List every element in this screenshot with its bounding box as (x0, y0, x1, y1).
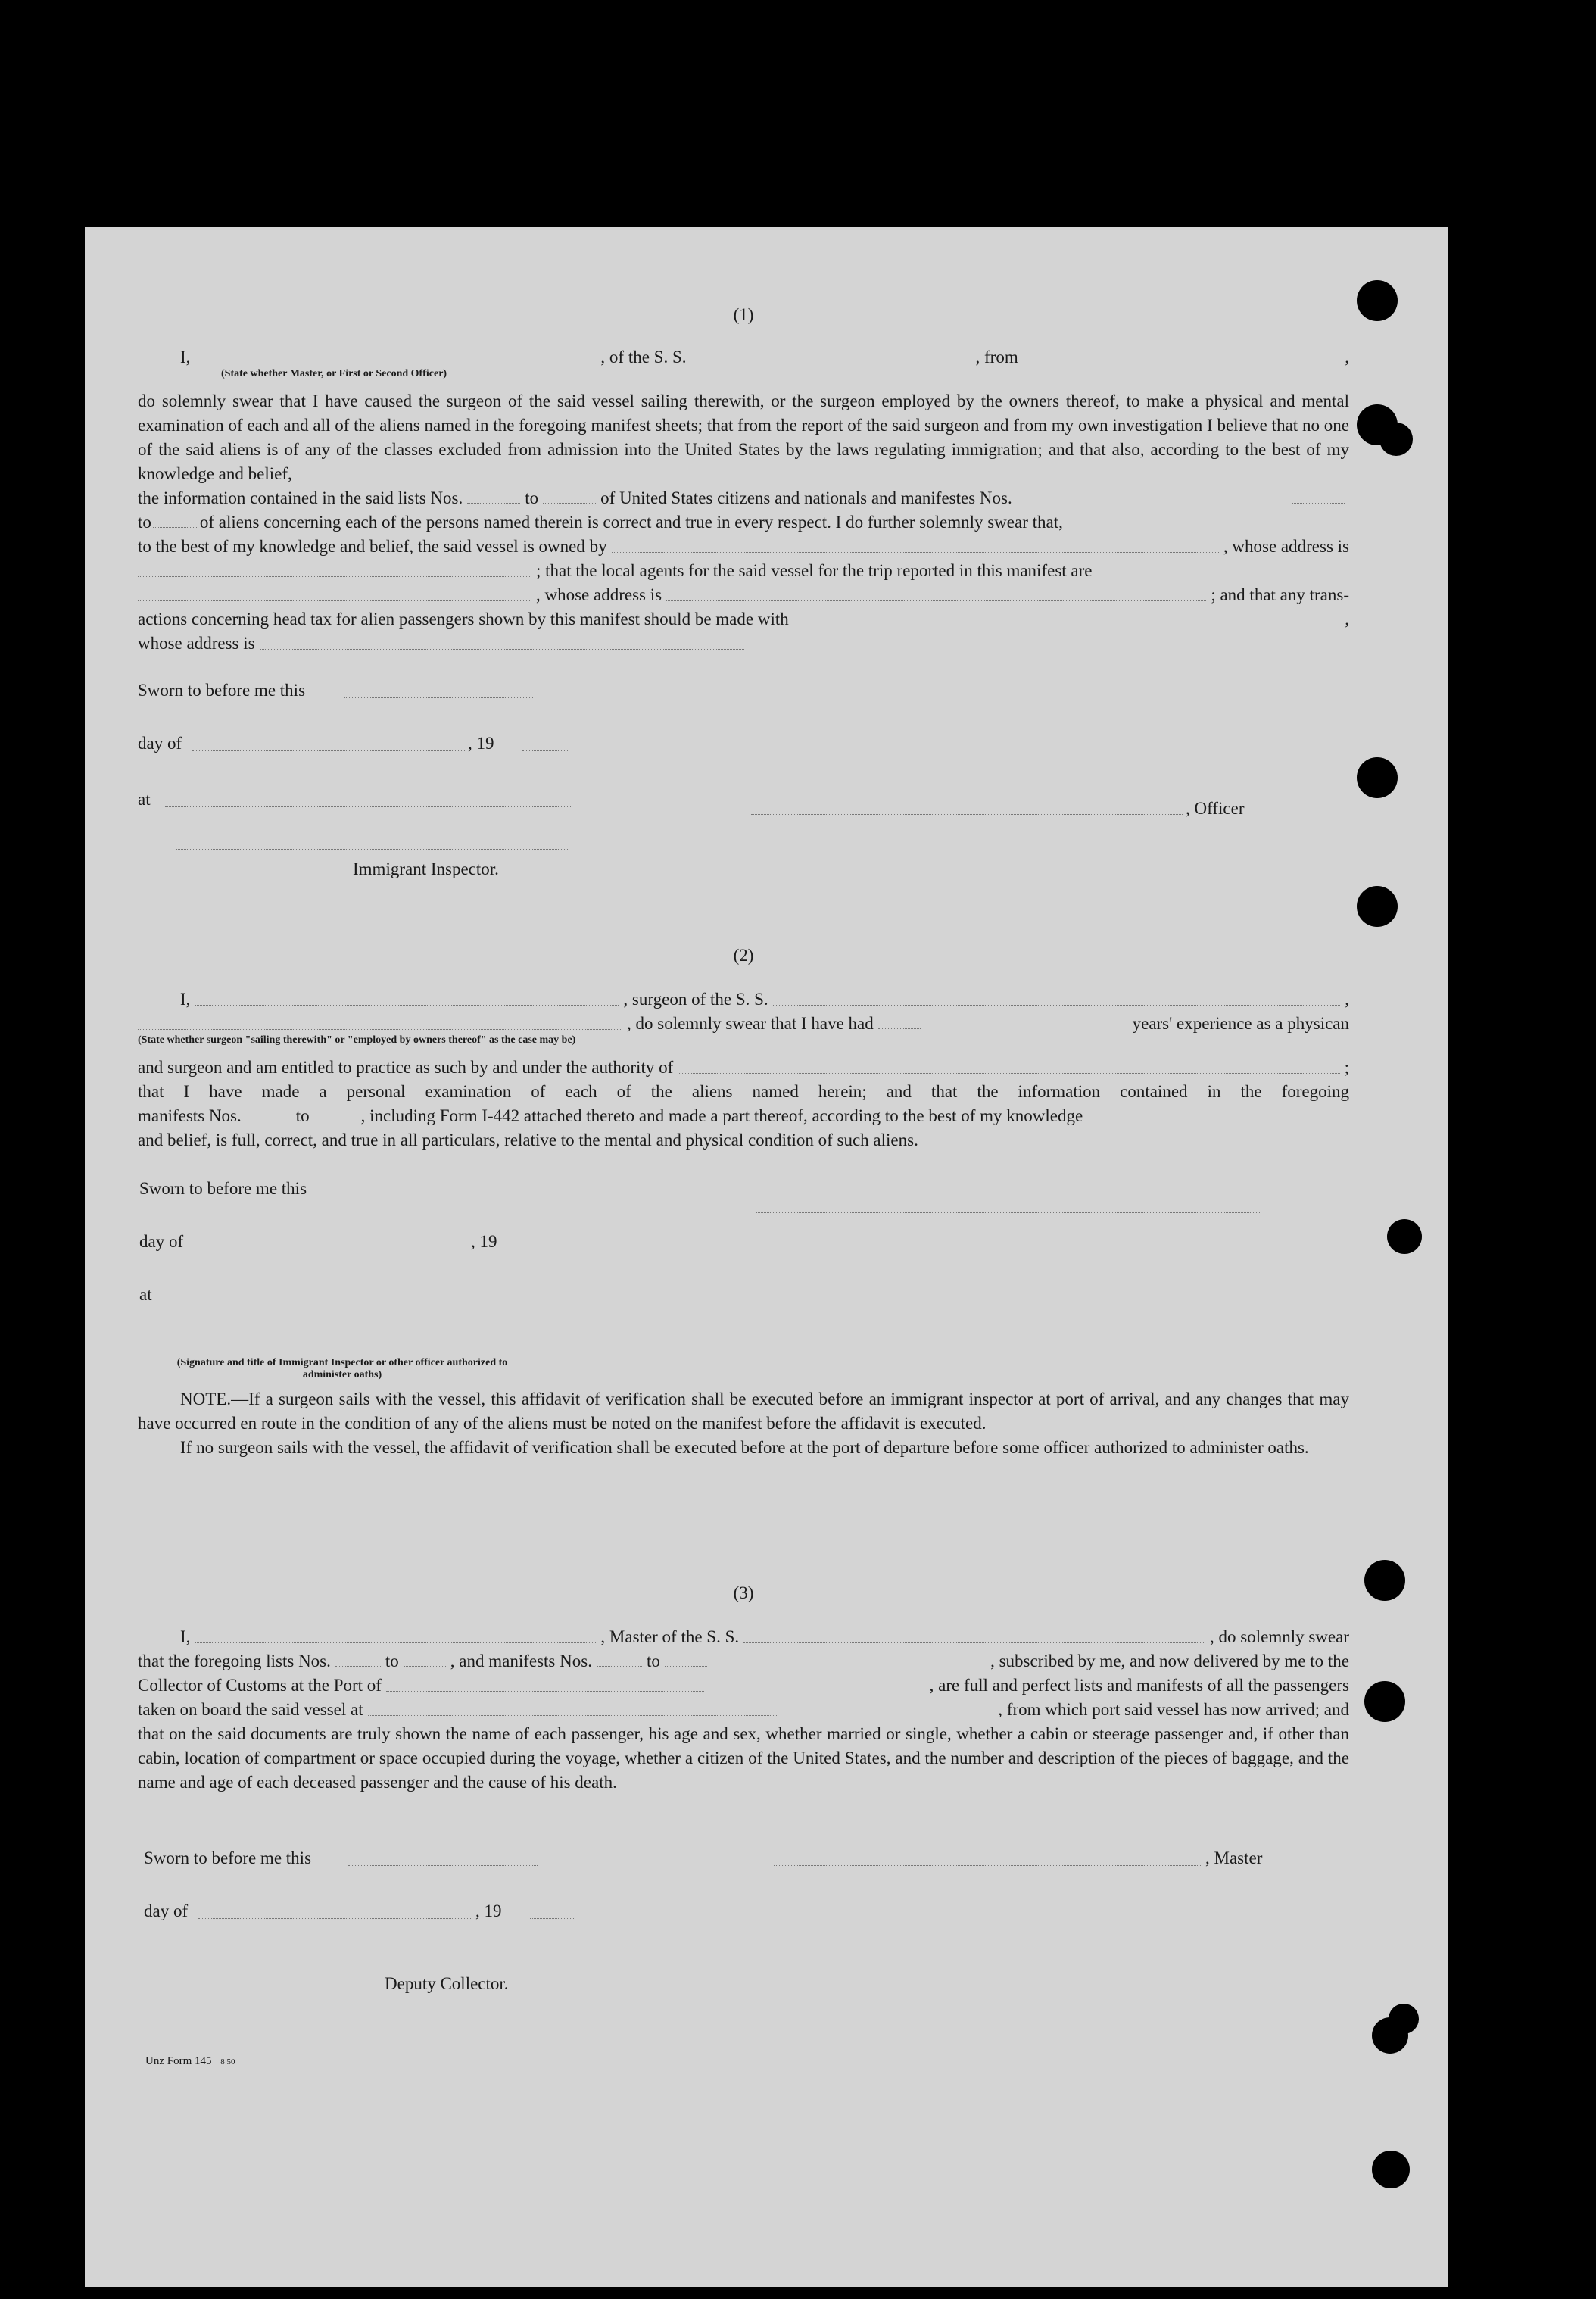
binder-hole (1364, 1560, 1405, 1601)
section-1-sworn-label: Sworn to before me this (138, 681, 306, 700)
section-1-officer-signature-line[interactable] (751, 727, 1258, 728)
officer-name-field[interactable] (195, 362, 596, 363)
section-3-collector-signature-line[interactable] (183, 1966, 577, 1967)
section-1-state-note: (State whether Master, or First or Second Officer) (221, 368, 447, 379)
section-1-number: (1) (733, 305, 754, 324)
citizen-list-from-field[interactable] (467, 502, 520, 504)
section-1-inspector-signature-line[interactable] (176, 848, 569, 850)
section-2-sworn-date-field[interactable] (344, 1195, 533, 1196)
manifests-to-field[interactable] (665, 1665, 707, 1667)
section-1-first-line: I, , of the S. S. , from , (180, 348, 1349, 367)
boarding-port-field[interactable] (368, 1714, 777, 1716)
binder-hole (1357, 757, 1398, 798)
section-3-body: that the foregoing lists Nos. to , and manifests Nos. to , subscribed by me, and now delivered by me to the Collector of Customs at the Port of , are full and perfect lists and manifests of all the passengers taken on board the said vessel at , from which port said vessel has now arrived; and that on the said documents are truly shown the name of each passenger, his age and sex, whether married or single, whether a cabin or steerage passenger and, if other than cabin, location of compartment or space occupied during the voyage, whether a citizen of the United States, and the number and description of the pieces of baggage, and the name and age of each deceased passenger and the cause of his death. (138, 1652, 1349, 1792)
binder-hole (1364, 1681, 1405, 1722)
section-2-signature-note: (Signature and title of Immigrant Inspector or other officer authorized to administer oaths) (176, 1357, 508, 1380)
port-field[interactable] (386, 1690, 704, 1692)
section-1-year-label: , 19 (468, 734, 494, 753)
binder-hole (1379, 423, 1413, 456)
section-2-year-field[interactable] (525, 1248, 571, 1249)
binder-hole (1357, 886, 1398, 927)
section-2-inspector-signature-line[interactable] (153, 1351, 562, 1352)
head-tax-party-field[interactable] (793, 624, 1341, 625)
surgeon-status-field[interactable] (138, 1028, 622, 1030)
section-2-signature-line[interactable] (756, 1212, 1260, 1213)
years-experience-field[interactable] (878, 1028, 921, 1029)
section-3-number: (3) (733, 1583, 754, 1602)
section-3-sworn-label: Sworn to before me this (144, 1848, 312, 1867)
surgeon-manifest-from-field[interactable] (246, 1120, 291, 1121)
section-3-day-of-label: day of (144, 1901, 189, 1920)
section-1-inspector-label: Immigrant Inspector. (353, 859, 499, 878)
section-1-para-a: do solemnly swear that I have caused the surgeon of the said vessel sailing therewith, or the surgeon employed by the owners thereof, to make a physical and mental examination of each and all of the aliens named in the foregoing manifest sheets; that from the report of the said surgeon and from my own investigation I believe that no one of the said aliens is of any of the classes excluded from admission into the United States by the laws regulating immigration; and that also, according to the best of my knowledge and belief, (138, 391, 1349, 483)
section-2-body: and surgeon and am entitled to practice as such by and under the authority of ; that I have made a personal examination of each of the aliens named herein; and that the information contained in the foregoing manifests Nos. to , including Form I-442 attached thereto and made a part thereof, according to the best of my knowledge and belief, is full, correct, and true in all particulars, relative to the mental and physical condition of such aliens. (138, 1058, 1349, 1150)
section-3-master-label: , Master (1205, 1848, 1263, 1867)
section-2-sworn-label: Sworn to before me this (139, 1179, 307, 1198)
vessel-owner-field[interactable] (612, 551, 1219, 553)
surgeon-name-field[interactable] (195, 1004, 619, 1006)
section-1-officer-label: , Officer (1186, 799, 1245, 818)
manifest-from-field[interactable] (1292, 502, 1345, 504)
section-2-at-label: at (139, 1285, 152, 1304)
form-number: Unz Form 145 8 50 (145, 2055, 235, 2067)
section-2-place-field[interactable] (170, 1301, 571, 1302)
master-vessel-field[interactable] (743, 1642, 1205, 1643)
surgeon-vessel-field[interactable] (773, 1004, 1341, 1006)
form-sheet: (1) I, , of the S. S. , from , (State whether Master, or First or Second Officer) do solemnly swear that I have caused the surgeon of the said vessel sailing therewith, or the surgeon employed by the owners thereof, to make a physical and mental examination of each and all of the aliens named in the foregoing manifest sheets; that from the report of the said surgeon and from my own investigation I believe that no one of the said aliens is of any of the classes excluded from admission into the United States by the laws regulating immigration; and that also, according to the best of my knowledge and belief, the information contained in the said lists Nos. to of United States citizens and nationals and manifestes Nos. to of aliens concerning each of the persons named therein is correct and true in every respect. I do further solemnly swear that, to the best of my knowledge and belief, the said vessel is owned by , whose address is ; that the local agents for the said vessel for the trip reported in this manifest are , whose address is ; and that any trans- actions concerning head tax for alien passengers shown by this manifest should be made with , whose address is Sworn to before me this day of , 19 at , Officer Immigrant Inspector. (2) I, , surgeon of the S. S. , , do solemnly swear that I have had years' experience as a physican (State whether surgeon "sailing therewith" or "employed by owners thereof" as the case may be) and surgeon and am entitled to practice as such by and under the authority of ; that I have made a personal examination of each of the aliens named herein; and that the information contained in the foregoing manifests Nos. to , including Form I-442 attached thereto and made a part thereof, according to the best of my knowledge and belief, is full, correct, and true in all particulars, relative to the mental and physical condition of such aliens. Sworn to before me this day of , 19 at (Signature and title of Immigrant Inspector or other officer authorized to administer oaths) NOTE.—If a surgeon sails with the vessel, this affidavit of verification shall be executed before an immigrant inspector at port of arrival, and any changes that may have occurred en route in the condition of any of the aliens must be noted on the manifest before the affidavit is executed. If no surgeon sails with the vessel, the affidavit of verification shall be executed before at the port of departure before some officer authorized to administer oaths. (3) I, , Master of the S. S. , do solemnly swear that the foregoing lists Nos. to , and manifests Nos. to , subscribed by me, and now delivered by me to the Collector of Customs at the Port of , are full and perfect lists and manifests of all the passengers taken on board the said vessel at , from which port said vessel has now arrived; and that on the said documents are truly shown the name of each passenger, his age and sex, whether married or single, whether a cabin or steerage passenger and, if other than cabin, location of compartment or space occupied during the voyage, whether a citizen of the United States, and the number and description of the pieces of baggage, and the name and age of each deceased passenger and the cause of his death. Sworn to before me this , Master day of , 19 Deputy Collector. Unz Form 145 8 50 (85, 227, 1448, 2287)
agents-address-field[interactable] (666, 600, 1206, 601)
section-1-sworn-date-field[interactable] (344, 697, 533, 698)
citizen-list-to-field[interactable] (543, 502, 596, 504)
lists-from-field[interactable] (335, 1665, 381, 1667)
owner-address-field[interactable] (138, 576, 531, 577)
section-1-officer-title-line[interactable] (751, 813, 1183, 815)
origin-field[interactable] (1023, 362, 1341, 363)
lists-to-field[interactable] (404, 1665, 446, 1667)
master-name-field[interactable] (195, 1642, 596, 1643)
section-3-deputy-label: Deputy Collector. (385, 1974, 509, 1993)
section-1-year-field[interactable] (522, 750, 568, 751)
section-3-year-label: , 19 (475, 1901, 502, 1920)
section-3-day-field[interactable] (198, 1917, 472, 1919)
surgeon-manifest-to-field[interactable] (314, 1120, 357, 1121)
section-3-master-signature-line[interactable] (774, 1864, 1202, 1866)
local-agents-field[interactable] (138, 600, 531, 601)
authority-field[interactable] (678, 1072, 1339, 1074)
binder-hole (1357, 280, 1398, 321)
section-1-body: do solemnly swear that I have caused the surgeon of the said vessel sailing therewith, or the surgeon employed by the owners thereof, to make a physical and mental examination of each and all of the aliens named in the foregoing manifest sheets; that from the report of the said surgeon and from my own investigation I believe that no one of the said aliens is of any of the classes excluded from admission into the United States by the laws regulating immigration; and that also, according to the best of my knowledge and belief, the information contained in the said lists Nos. to of United States citizens and nationals and manifestes Nos. to of aliens concerning each of the persons named therein is correct and true in every respect. I do further solemnly swear that, to the best of my knowledge and belief, the said vessel is owned by , whose address is ; that the local agents for the said vessel for the trip reported in this manifest are , whose address is ; and that any trans- actions concerning head tax for alien passengers shown by this manifest should be made with , whose address is (138, 389, 1349, 656)
section-2-note: NOTE.—If a surgeon sails with the vessel, this affidavit of verification shall be executed before an immigrant inspector at port of arrival, and any changes that may have occurred en route in the condition of any of the aliens must be noted on the manifest before the affidavit is executed. If no surgeon sails with the vessel, the affidavit of verification shall be executed before at the port of departure before some officer authorized to administer oaths. (138, 1390, 1349, 1457)
section-3-sworn-date-field[interactable] (348, 1864, 538, 1866)
binder-hole (1387, 1219, 1422, 1254)
section-2-day-field[interactable] (194, 1248, 468, 1249)
section-2-number: (2) (733, 946, 754, 965)
section-2-year-label: , 19 (471, 1232, 497, 1251)
manifests-from-field[interactable] (597, 1665, 642, 1667)
section-2-day-of-label: day of (139, 1232, 184, 1251)
section-1-place-field[interactable] (165, 806, 571, 807)
binder-hole (1389, 2004, 1419, 2034)
section-1-at-label: at (138, 790, 151, 809)
section-3-year-field[interactable] (530, 1917, 575, 1919)
section-1-day-field[interactable] (192, 750, 465, 751)
head-tax-address-field[interactable] (260, 648, 744, 650)
section-2-state-note: (State whether surgeon "sailing therewith" or "employed by owners thereof" as the case may be) (138, 1034, 576, 1046)
section-1-day-of-label: day of (138, 734, 182, 753)
binder-hole (1372, 2151, 1410, 2188)
manifest-to-field[interactable] (153, 526, 198, 528)
vessel-name-field[interactable] (691, 362, 971, 363)
